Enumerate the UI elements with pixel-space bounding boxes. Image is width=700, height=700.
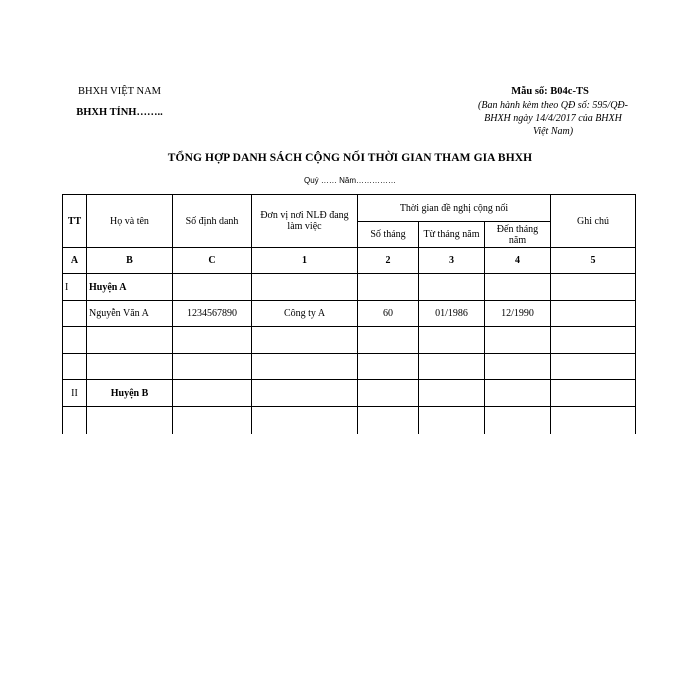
header-to: Đến tháng năm xyxy=(485,222,551,248)
row-tt xyxy=(63,354,87,380)
index-row xyxy=(63,248,636,274)
row-months xyxy=(358,327,419,354)
index-cell: 1 xyxy=(252,248,358,274)
header-id: Số định danh xyxy=(173,195,252,248)
row-months xyxy=(358,380,419,407)
row-id xyxy=(173,354,252,380)
row-to xyxy=(485,407,551,434)
document-title: TỔNG HỢP DANH SÁCH CỘNG NỐI THỜI GIAN THAM GIA BHXH xyxy=(167,152,533,164)
row-unit xyxy=(252,354,358,380)
row-note xyxy=(551,274,636,301)
row-note xyxy=(551,407,636,434)
row-from xyxy=(419,327,485,354)
row-to: 12/1990 xyxy=(485,301,551,327)
row-note xyxy=(551,354,636,380)
header-unit-line: làm việc xyxy=(287,221,322,232)
row-id xyxy=(173,327,252,354)
reporting-period: Quý …… Năm…………… xyxy=(303,176,396,185)
province-agency-name: BHXH TỈNH…….. xyxy=(76,107,163,118)
row-months: 60 xyxy=(358,301,419,327)
row-to xyxy=(485,327,551,354)
agency-name: BHXH VIỆT NAM xyxy=(77,86,162,97)
header-unit-line: Đơn vị nơi NLĐ đang xyxy=(260,210,349,221)
row-name xyxy=(87,407,173,434)
header-tt: TT xyxy=(63,195,87,248)
row-tt: II xyxy=(63,380,87,407)
table-row xyxy=(63,274,636,301)
form-code: Mẫu số: B04c-TS xyxy=(511,86,589,97)
row-tt xyxy=(63,407,87,434)
summary-table xyxy=(62,194,636,434)
row-months xyxy=(358,407,419,434)
row-tt xyxy=(63,327,87,354)
form-issuance-note xyxy=(468,99,638,138)
row-unit xyxy=(252,327,358,354)
row-id xyxy=(173,380,252,407)
table-row xyxy=(63,380,636,407)
row-unit xyxy=(252,274,358,301)
index-cell: 3 xyxy=(419,248,485,274)
index-cell: 4 xyxy=(485,248,551,274)
row-id xyxy=(173,274,252,301)
row-name: Huyện B xyxy=(87,380,173,407)
header-note: Ghi chú xyxy=(551,195,636,248)
index-cell: 5 xyxy=(551,248,636,274)
form-note-line: (Ban hành kèm theo QĐ số: 595/QĐ- xyxy=(478,100,628,111)
row-unit: Công ty A xyxy=(252,301,358,327)
header-row xyxy=(63,195,636,222)
table-row xyxy=(63,327,636,354)
row-unit xyxy=(252,380,358,407)
row-months xyxy=(358,354,419,380)
row-unit xyxy=(252,407,358,434)
row-from xyxy=(419,380,485,407)
row-to xyxy=(485,354,551,380)
row-to xyxy=(485,380,551,407)
table-row xyxy=(63,354,636,380)
header-months: Số tháng xyxy=(358,222,419,248)
row-name xyxy=(87,327,173,354)
row-name xyxy=(87,354,173,380)
row-from xyxy=(419,274,485,301)
index-cell: B xyxy=(87,248,173,274)
table-row xyxy=(63,301,636,327)
form-note-line: Việt Nam) xyxy=(532,126,574,137)
index-cell: A xyxy=(63,248,87,274)
row-note xyxy=(551,301,636,327)
row-months xyxy=(358,274,419,301)
table-row xyxy=(63,407,636,434)
row-tt: I xyxy=(63,274,87,301)
row-note xyxy=(551,380,636,407)
row-from: 01/1986 xyxy=(419,301,485,327)
row-from xyxy=(419,354,485,380)
index-cell: 2 xyxy=(358,248,419,274)
header-from: Từ tháng năm xyxy=(419,222,485,248)
header-name: Họ và tên xyxy=(87,195,173,248)
row-to xyxy=(485,274,551,301)
row-from xyxy=(419,407,485,434)
row-note xyxy=(551,327,636,354)
header-unit xyxy=(252,195,358,248)
row-tt xyxy=(63,301,87,327)
form-note-line: BHXH ngày 14/4/2017 của BHXH xyxy=(484,113,622,124)
row-name: Huyện A xyxy=(87,274,173,301)
index-cell: C xyxy=(173,248,252,274)
row-name: Nguyễn Văn A xyxy=(87,301,173,327)
row-id xyxy=(173,407,252,434)
header-period-group: Thời gian đề nghị cộng nối xyxy=(358,195,551,222)
row-id: 1234567890 xyxy=(173,301,252,327)
